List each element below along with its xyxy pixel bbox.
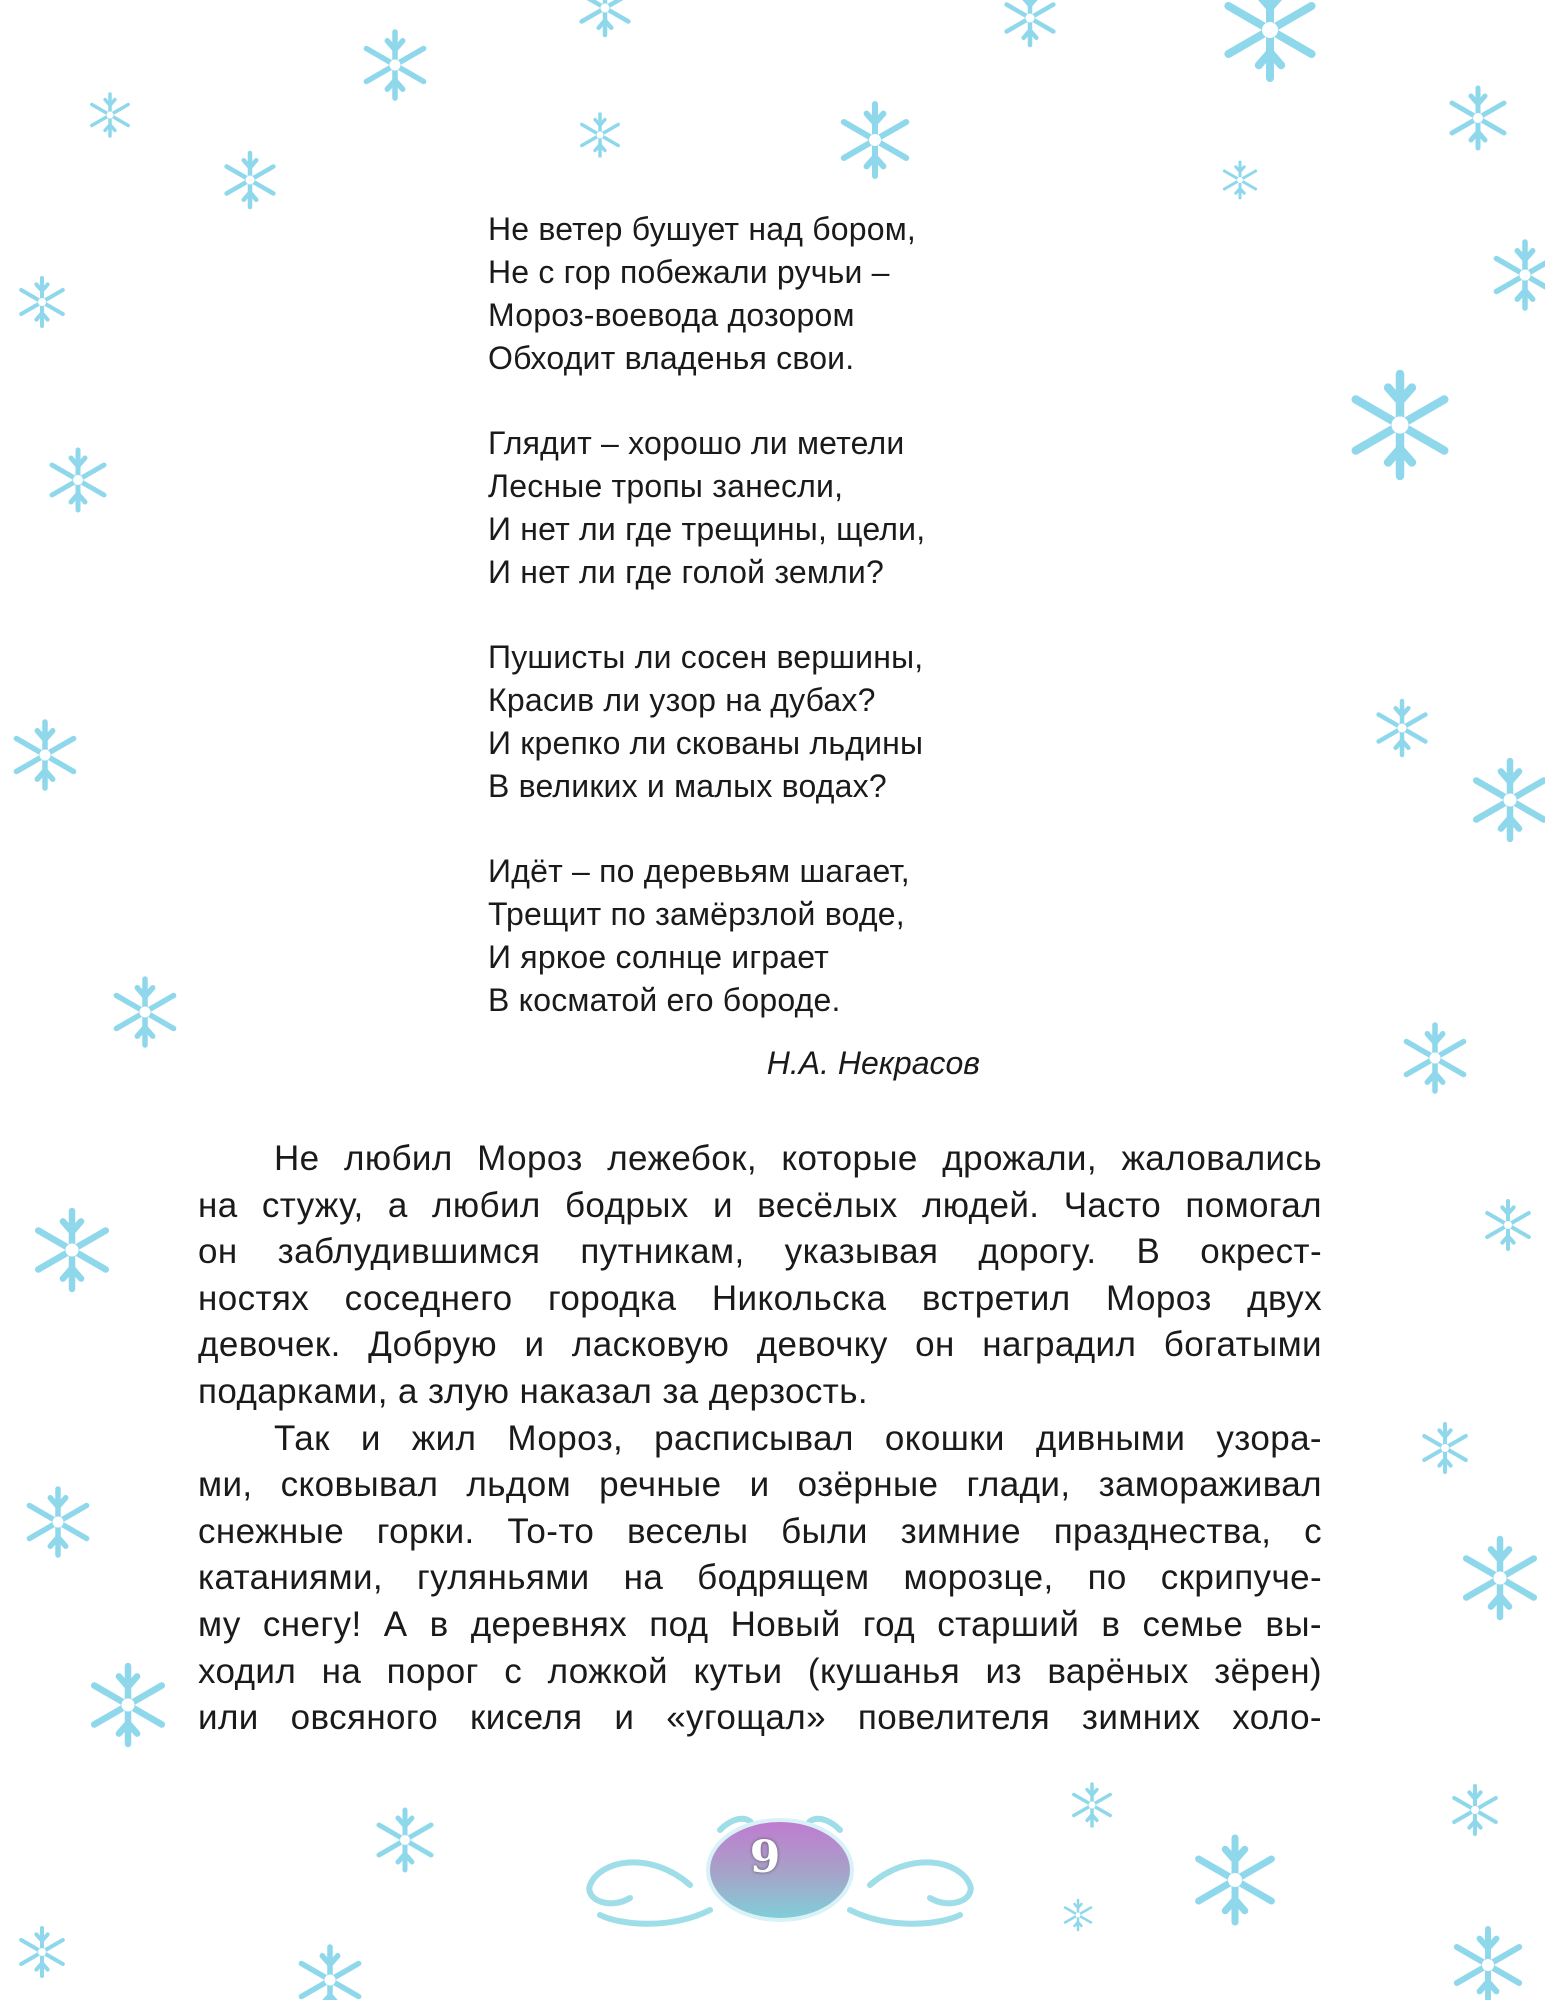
poem-line: Не ветер бушует над бором, bbox=[488, 211, 917, 247]
paragraph bbox=[198, 1416, 1322, 1742]
snowflake-icon bbox=[1452, 88, 1504, 148]
snowflake-icon bbox=[844, 104, 906, 176]
poem bbox=[488, 208, 1048, 1064]
text-line: подарками, а злую наказал за дерзость. bbox=[198, 1371, 868, 1411]
snowflake-icon bbox=[1065, 1900, 1091, 1930]
text-line: девочек. Добрую и ласковую девочку он наградил богатыми bbox=[198, 1325, 1322, 1365]
paragraph bbox=[198, 1136, 1322, 1416]
text-line: ходил на порог с ложкой кутьи (кушанья из варёных зёрен) bbox=[198, 1651, 1322, 1691]
text-line: или овсяного киселя и «угощал» повелителя зимних холо- bbox=[198, 1698, 1322, 1738]
snowflake-icon bbox=[582, 114, 618, 156]
snowflake-icon bbox=[1424, 1424, 1466, 1472]
snowflake-icon bbox=[1007, 0, 1054, 45]
poem-line: И крепко ли скованы льдины bbox=[488, 725, 924, 761]
text-line: на стужу, а любил бодрых и весёлых людей. Часто помогал bbox=[198, 1185, 1322, 1225]
snowflake-icon bbox=[1228, 0, 1311, 78]
snowflake-icon bbox=[29, 1489, 86, 1555]
text-line: ностях соседнего городка Никольска встретил Мороз двух bbox=[198, 1278, 1322, 1318]
snowflake-icon bbox=[1496, 242, 1545, 308]
text-line: ми, сковывал льдом речные и озёрные глади, замораживал bbox=[198, 1465, 1322, 1505]
text-line: он заблудившимся путникам, указывая дорогу. В окрест- bbox=[198, 1232, 1322, 1272]
poem-line: В косматой его бороде. bbox=[488, 982, 841, 1018]
snowflake-icon bbox=[379, 1810, 431, 1870]
poem-stanza bbox=[488, 208, 1048, 380]
text-line: му снегу! А в деревнях под Новый год старший в семье вы- bbox=[198, 1604, 1322, 1644]
poem-line: Лесные тропы занесли, bbox=[488, 468, 844, 504]
snowflake-icon bbox=[116, 979, 173, 1045]
snowflake-icon bbox=[16, 722, 73, 788]
snowflake-icon bbox=[21, 1928, 63, 1976]
poem-line: В великих и малых водах? bbox=[488, 768, 887, 804]
snowflake-icon bbox=[1379, 701, 1426, 755]
poem-line: Пушисты ли сосен вершины, bbox=[488, 639, 924, 675]
poem-line: И яркое солнце играет bbox=[488, 939, 830, 975]
poem-line: Мороз-воевода дозором bbox=[488, 297, 855, 333]
text-line: катаниями, гуляньями на бодрящем морозце, по скрипуче- bbox=[198, 1558, 1322, 1598]
poem-line: Идёт – по деревьям шагает, bbox=[488, 853, 910, 889]
snowflake-icon bbox=[1406, 1025, 1463, 1091]
snowflake-icon bbox=[301, 1947, 358, 2000]
snowflake-icon bbox=[52, 450, 104, 510]
snowflake-icon bbox=[1466, 1539, 1534, 1617]
poem-line: И нет ли где трещины, щели, bbox=[488, 511, 926, 547]
poem-author: Н.А. Некрасов bbox=[766, 1045, 980, 1081]
snowflake-icon bbox=[38, 1211, 106, 1289]
snowflake-icon bbox=[1224, 162, 1255, 198]
snowflake-icon bbox=[21, 278, 63, 326]
snowflake-icon bbox=[92, 94, 128, 136]
poem-line: И нет ли где голой земли? bbox=[488, 554, 884, 590]
poem-stanza bbox=[488, 636, 1048, 808]
snowflake-icon bbox=[582, 0, 629, 35]
poem-line: Глядит – хорошо ли метели bbox=[488, 425, 905, 461]
poem-line: Красив ли узор на дубах? bbox=[488, 682, 876, 718]
snowflake-icon bbox=[366, 32, 423, 98]
poem-line: Трещит по замёрзлой воде, bbox=[488, 896, 905, 932]
text-line: снежные горки. То-то веселы были зимние празднества, с bbox=[198, 1511, 1322, 1551]
poem-line: Не с гор побежали ручьи – bbox=[488, 254, 890, 290]
poem-stanza bbox=[488, 850, 1048, 1022]
snowflake-icon bbox=[1454, 1786, 1496, 1834]
poem-stanza bbox=[488, 422, 1048, 594]
snowflake-icon bbox=[94, 1666, 162, 1744]
text-line: Не любил Мороз лежебок, которые дрожали, жаловались bbox=[274, 1139, 1322, 1178]
prose-text bbox=[198, 1136, 1322, 1742]
page-number: 9 bbox=[749, 1832, 781, 1883]
snowflake-icon bbox=[1457, 1929, 1519, 2000]
snowflake-icon bbox=[227, 153, 274, 207]
text-line: Так и жил Мороз, расписывал окошки дивными узора- bbox=[274, 1418, 1322, 1458]
snowflake-icon bbox=[1074, 1784, 1110, 1826]
poem-line: Обходит владенья свои. bbox=[488, 340, 855, 376]
snowflake-icon bbox=[1356, 374, 1444, 476]
snowflake-icon bbox=[1487, 1201, 1529, 1249]
snowflake-icon bbox=[1199, 1838, 1272, 1922]
snowflake-icon bbox=[1476, 761, 1544, 839]
